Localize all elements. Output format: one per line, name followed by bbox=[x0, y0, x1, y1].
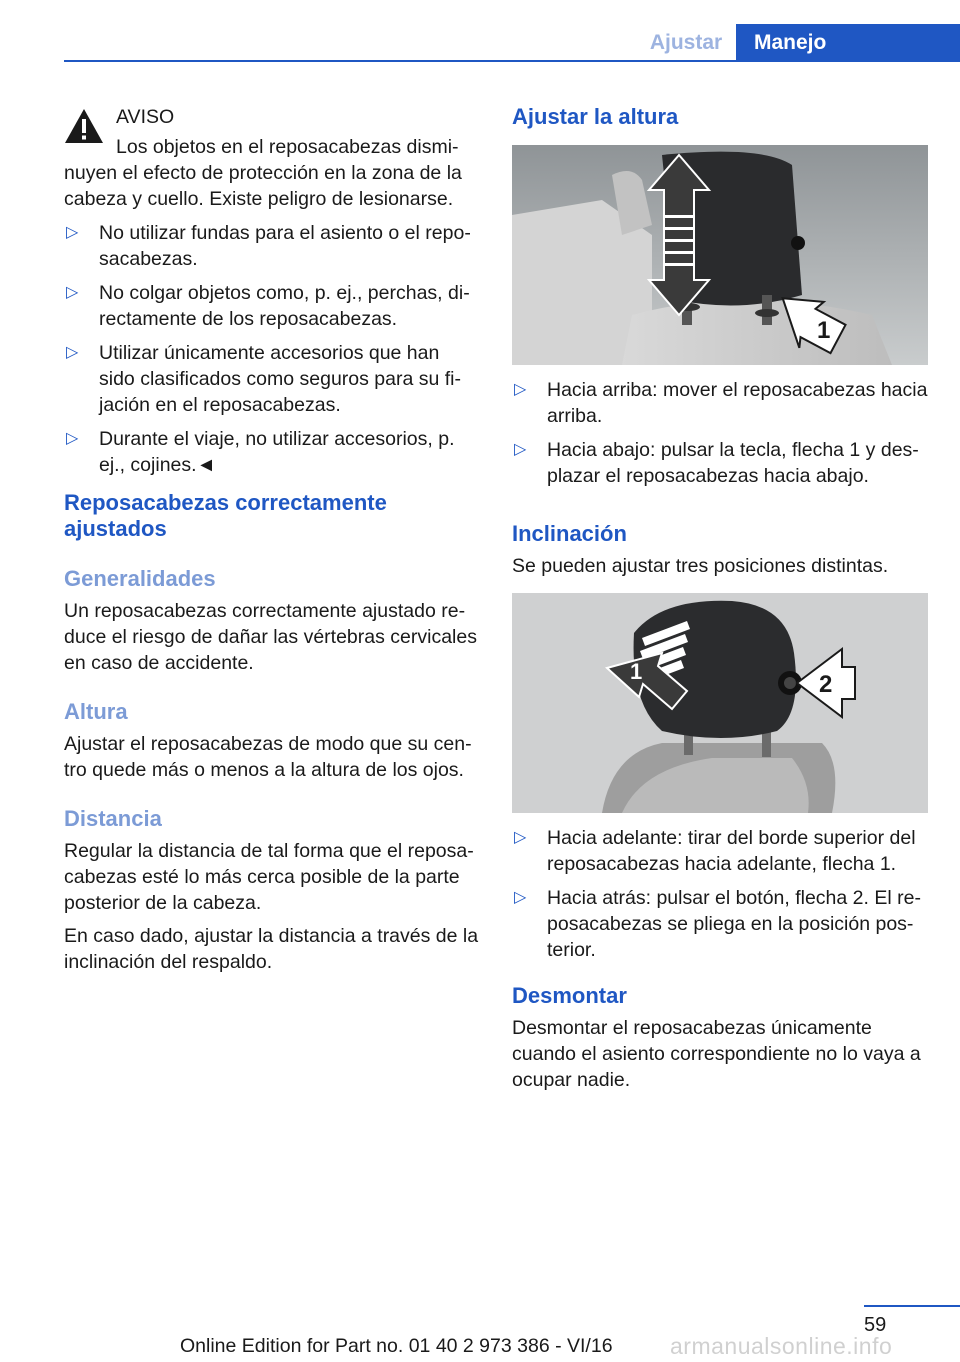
list-item: ▷ Hacia atrás: pulsar el botón, flecha 2. El reposacabezas se pliega en la posición posterior. bbox=[514, 887, 921, 961]
warning-title: AVISO bbox=[116, 106, 175, 128]
generalidades-text: Un reposacabezas correctamente ajustado reduce el riesgo de dañar las vértebras cervicales en caso de accidente. bbox=[64, 600, 477, 674]
ajustar-altura-title: Ajustar la altura bbox=[512, 104, 679, 129]
page-number: 59 bbox=[864, 1314, 887, 1336]
triangle-bullet-icon: ▷ bbox=[66, 344, 79, 361]
altura-title: Altura bbox=[64, 699, 128, 724]
desmontar-text: Desmontar el reposacabezas únicamente cuando el asiento correspondiente no lo vaya a ocupar nadie. bbox=[512, 1017, 921, 1091]
header-chapter-tab: Manejo bbox=[736, 24, 960, 62]
warning-text: Los objetos en el reposacabezas disminuyen el efecto de protección en la zona de la cabeza y cuello. Existe peligro de lesionarse. bbox=[64, 136, 462, 210]
section-title: Reposacabezas correctamente ajustados bbox=[64, 490, 387, 541]
watermark: armanualsonline.info bbox=[670, 1333, 893, 1359]
inclinacion-list bbox=[512, 825, 928, 963]
triangle-bullet-icon: ▷ bbox=[514, 441, 527, 458]
headrest-height-figure bbox=[512, 145, 928, 365]
footer-rule bbox=[864, 1305, 960, 1307]
warning-list bbox=[64, 220, 480, 478]
triangle-bullet-icon: ▷ bbox=[66, 224, 79, 241]
triangle-bullet-icon: ▷ bbox=[514, 829, 527, 846]
distancia-text: Regular la distancia de tal forma que el reposacabezas esté lo más cerca posible de la parte posterior de la cabeza. bbox=[64, 840, 474, 914]
header-rule bbox=[64, 60, 960, 62]
headrest-height-illustration bbox=[512, 145, 928, 365]
triangle-bullet-icon: ▷ bbox=[514, 889, 527, 906]
figure-label-1: 1 bbox=[630, 659, 643, 684]
footer-edition: Online Edition for Part no. 01 40 2 973 386 - VI/16 bbox=[180, 1335, 613, 1357]
list-item: ▷ No colgar objetos como, p. ej., perchas, directamente de los reposacabezas. bbox=[66, 282, 470, 330]
header-section-tab: Ajustar bbox=[649, 31, 723, 54]
altura-text: Ajustar el reposacabezas de modo que su centro quede más o menos a la altura de los ojos. bbox=[64, 733, 472, 781]
distancia-title: Distancia bbox=[64, 806, 162, 831]
list-item: ▷ Hacia abajo: pulsar la tecla, flecha 1 y desplazar el reposacabezas hacia abajo. bbox=[514, 439, 919, 487]
headrest-tilt-figure bbox=[512, 593, 928, 813]
figure-label-1: 1 bbox=[817, 317, 831, 344]
list-item: ▷ No utilizar fundas para el asiento o el reposacabezas. bbox=[66, 222, 471, 270]
list-item: ▷ Durante el viaje, no utilizar accesorios, p. ej., cojines.◄ bbox=[66, 428, 455, 476]
desmontar-title: Desmontar bbox=[512, 983, 627, 1008]
headrest-tilt-illustration bbox=[512, 593, 928, 813]
list-item: ▷ Hacia arriba: mover el reposacabezas hacia arriba. bbox=[514, 379, 928, 427]
figure-label-2: 2 bbox=[819, 671, 833, 698]
inclinacion-title: Inclinación bbox=[512, 521, 627, 546]
generalidades-title: Generalidades bbox=[64, 566, 216, 591]
distancia-text-2: En caso dado, ajustar la distancia a través de la inclinación del respaldo. bbox=[64, 925, 479, 973]
triangle-bullet-icon: ▷ bbox=[66, 284, 79, 301]
list-item: ▷ Utilizar únicamente accesorios que han sido clasificados como seguros para su fijación en el reposacabezas. bbox=[66, 342, 462, 416]
inclinacion-text: Se pueden ajustar tres posiciones distintas. bbox=[512, 555, 889, 577]
triangle-bullet-icon: ▷ bbox=[514, 381, 527, 398]
ajustar-altura-list bbox=[512, 377, 928, 489]
list-item: ▷ Hacia adelante: tirar del borde superior del reposacabezas hacia adelante, flecha 1. bbox=[514, 827, 916, 875]
triangle-bullet-icon: ▷ bbox=[66, 430, 79, 447]
